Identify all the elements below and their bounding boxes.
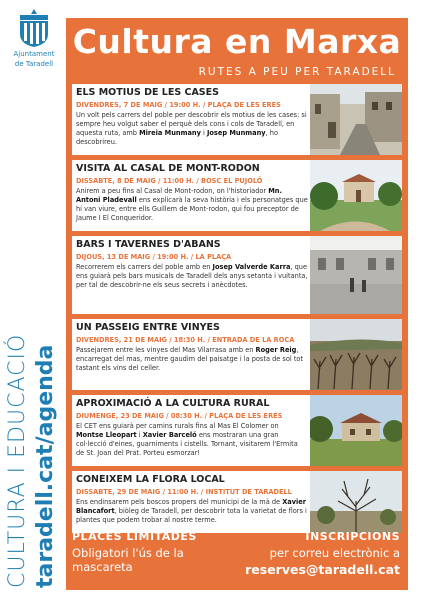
page-subtitle: RUTES A PEU PER TARADELL [198, 66, 396, 78]
route-title: ELS MOTIUS DE LES CASES [76, 87, 219, 98]
coat-of-arms-icon [17, 8, 51, 48]
route-title: BARS I TAVERNES D'ABANS [76, 239, 221, 250]
route-card-4 [72, 319, 402, 390]
footer-limited-places [72, 530, 222, 574]
route-title: UN PASSEIG ENTRE VINYES [76, 322, 220, 333]
route-card-6 [72, 471, 402, 533]
page-title: Cultura en Marxa [72, 22, 402, 61]
route-description: Ens endinsarem pels boscos propers del municipi de la mà de Xavier Blancafort, biòleg de Taradell, per descobrir tota la varietat de flors i plantes que podem trobar al nostre terme. [76, 498, 307, 524]
route-card-1 [72, 84, 402, 155]
route-meta: DIVENDRES, 21 DE MAIG / 18:30 H. / ENTRADA DE LA ROCA [76, 336, 295, 344]
main-panel [66, 18, 408, 590]
registration-body: per correu electrònic a [269, 546, 400, 560]
route-title: APROXIMACIÓ A LA CULTURA RURAL [76, 398, 270, 409]
limited-places-title: PLACES LIMITADES [72, 530, 197, 543]
route-meta: DIJOUS, 13 DE MAIG / 19:00 H. / LA PLAÇA [76, 253, 232, 261]
route-meta: DIUMENGE, 23 DE MAIG / 08:30 H. / PLAÇA DE LES ERES [76, 412, 283, 420]
vineyard-photo [310, 319, 402, 390]
route-description: Un volt pels carrers del poble per descobrir els motius de les cases: si sempre heu volgut saber el perquè dels cons i cols de Taradell, en aquesta ruta, amb Mireia Munmany i Josep Munmany, ho descobrireu. [76, 111, 307, 146]
route-title: VISITA AL CASAL DE MONT-RODON [76, 163, 260, 174]
footer-registration [210, 530, 400, 577]
municipal-logo [6, 8, 62, 68]
logo-text-1: Ajuntament [13, 50, 55, 58]
side-label [2, 333, 64, 588]
mask-notice: Obligatori l'ús de la mascareta [72, 546, 184, 574]
route-description: Passejarem entre les vinyes del Mas Vilarrasa amb en Roger Reig, encarregat del mas, mentre gaudim del paisatge i la posta de sol tot tastant els vins del celler. [76, 346, 304, 372]
farmhouse-photo [310, 395, 402, 466]
route-card-5 [72, 395, 402, 466]
logo-text-2: de Taradell [14, 60, 54, 68]
registration-email-link[interactable]: reserves@taradell.cat [245, 562, 400, 577]
route-description: Anirem a peu fins al Casal de Mont-rodon, on l'historiador Mn. Antoni Pladevall ens explicarà la seva història i els personatges que hi van viure, entre ells Guillem de Mont-rodon, qui fou preceptor de Jaume I El Conqueridor. [76, 187, 308, 222]
tree-photo [310, 471, 402, 533]
vintage-square-photo [310, 236, 402, 314]
route-card-3 [72, 236, 402, 314]
registration-title: INSCRIPCIONS [305, 530, 400, 543]
side-label-section: CULTURA I EDUCACIÓ [5, 333, 30, 588]
route-meta: DISSABTE, 8 DE MAIG / 11:00 H. / BOSC EL PUJOLÓ [76, 177, 263, 185]
route-meta: DISSABTE, 29 DE MAIG / 11:00 H. / INSTITUT DE TARADELL [76, 488, 292, 496]
route-description: Recorrerem els carrers del poble amb en Josep Valverde Karra, que ens guiarà pels bars musicals de Taradell dels anys setanta i vuitanta, per tal de descobrir-ne els seus secrets i anècdotes. [76, 263, 308, 289]
side-label-url[interactable]: taradell.cat/agenda [33, 344, 58, 588]
street-photo [310, 84, 402, 155]
route-description: El CET ens guiarà per camins rurals fins al Mas El Colomer on Montse Lleopart i Xavier Barceló ens mostraran una gran col·lecció d'eines, guarniments i cistells. Tornant, visitarem l'Ermita de St. Joan del Prat. Porteu esmorzar! [76, 422, 298, 457]
route-meta: DIVENDRES, 7 DE MAIG / 19:00 H. / PLAÇA DE LES ERES [76, 101, 281, 109]
route-card-2 [72, 160, 402, 231]
route-title: CONEIXEM LA FLORA LOCAL [76, 474, 225, 485]
manor-photo [310, 160, 402, 231]
